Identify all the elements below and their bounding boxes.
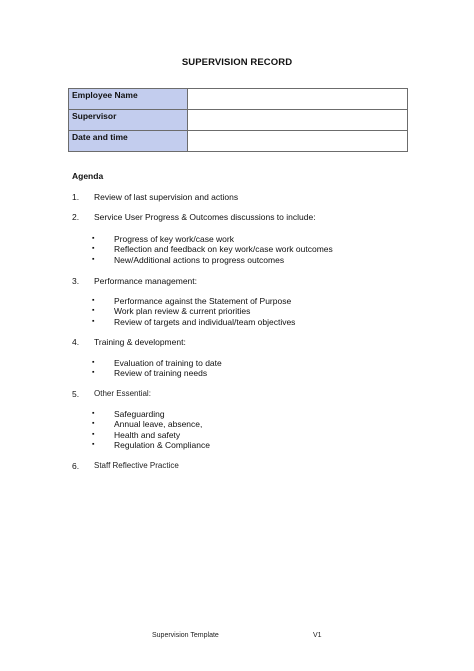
bullet-icon: ▪ [92,410,95,417]
supervisor-label: Supervisor [69,110,188,131]
list-item: ▪ Work plan review & current priorities [92,306,251,317]
agenda-item-number: 5. [72,389,80,399]
employee-info-table [68,88,408,152]
agenda-heading: Agenda [72,171,104,181]
agenda-item-number: 6. [72,461,80,471]
bullet-icon: ▪ [92,307,95,315]
page-title: SUPERVISION RECORD [181,57,293,68]
list-item: ▪ Performance against the Statement of Purpose [92,296,292,306]
agenda-item-number: 3. [72,276,80,286]
agenda-item-number: 4. [72,337,80,347]
bullet-icon: ▪ [92,369,95,377]
list-item: ▪ Progress of key work/case work [92,234,234,244]
list-item: ▪ Evaluation of training to date [92,358,222,368]
table-row [69,89,408,110]
agenda-item-text: Review of last supervision and actions [94,192,239,202]
footer-template-name: Supervision Template [152,632,219,639]
list-item: ▪ Reflection and feedback on key work/case work outcomes [92,244,333,255]
agenda-item-number: 2. [72,212,80,222]
bullet-icon: ▪ [92,441,95,449]
agenda-item-text: Performance management: [94,276,197,286]
agenda-subitems [90,409,210,451]
bullet-icon: ▪ [92,255,95,263]
date-time-field[interactable] [188,131,408,152]
bullet-icon: ▪ [92,359,95,366]
bullet-icon: ▪ [92,317,95,325]
bullet-icon: ▪ [92,245,95,253]
date-time-label: Date and time [69,131,188,152]
list-item: ▪ Safeguarding [92,409,165,419]
list-item: ▪ Regulation & Compliance [92,440,210,451]
agenda-item-text: Service User Progress & Outcomes discussions to include: [94,212,316,222]
agenda-item-text: Staff Reflective Practice [94,461,179,470]
table-row [69,131,408,152]
employee-name-label: Employee Name [69,89,188,110]
list-item: ▪ Review of training needs [92,368,208,379]
agenda-item-number: 1. [72,192,80,202]
list-item: ▪ Annual leave, absence, [92,419,203,430]
agenda-subitems [90,234,333,265]
employee-name-field[interactable] [188,89,408,110]
list-item: ▪ Health and safety [92,429,181,440]
agenda-subitems [90,296,295,327]
agenda-subitems [90,358,222,379]
list-item: ▪ New/Additional actions to progress outcomes [92,254,285,265]
list-item: ▪ Review of targets and individual/team objectives [92,316,296,327]
agenda-item-text: Training & development: [94,337,186,347]
bullet-icon: ▪ [92,430,95,438]
bullet-icon: ▪ [92,297,95,304]
bullet-icon: ▪ [92,235,95,242]
supervisor-field[interactable] [188,110,408,131]
footer-version: V1 [313,632,322,639]
agenda-item-text: Other Essential: [94,389,151,398]
table-row [69,110,408,131]
bullet-icon: ▪ [92,420,95,428]
